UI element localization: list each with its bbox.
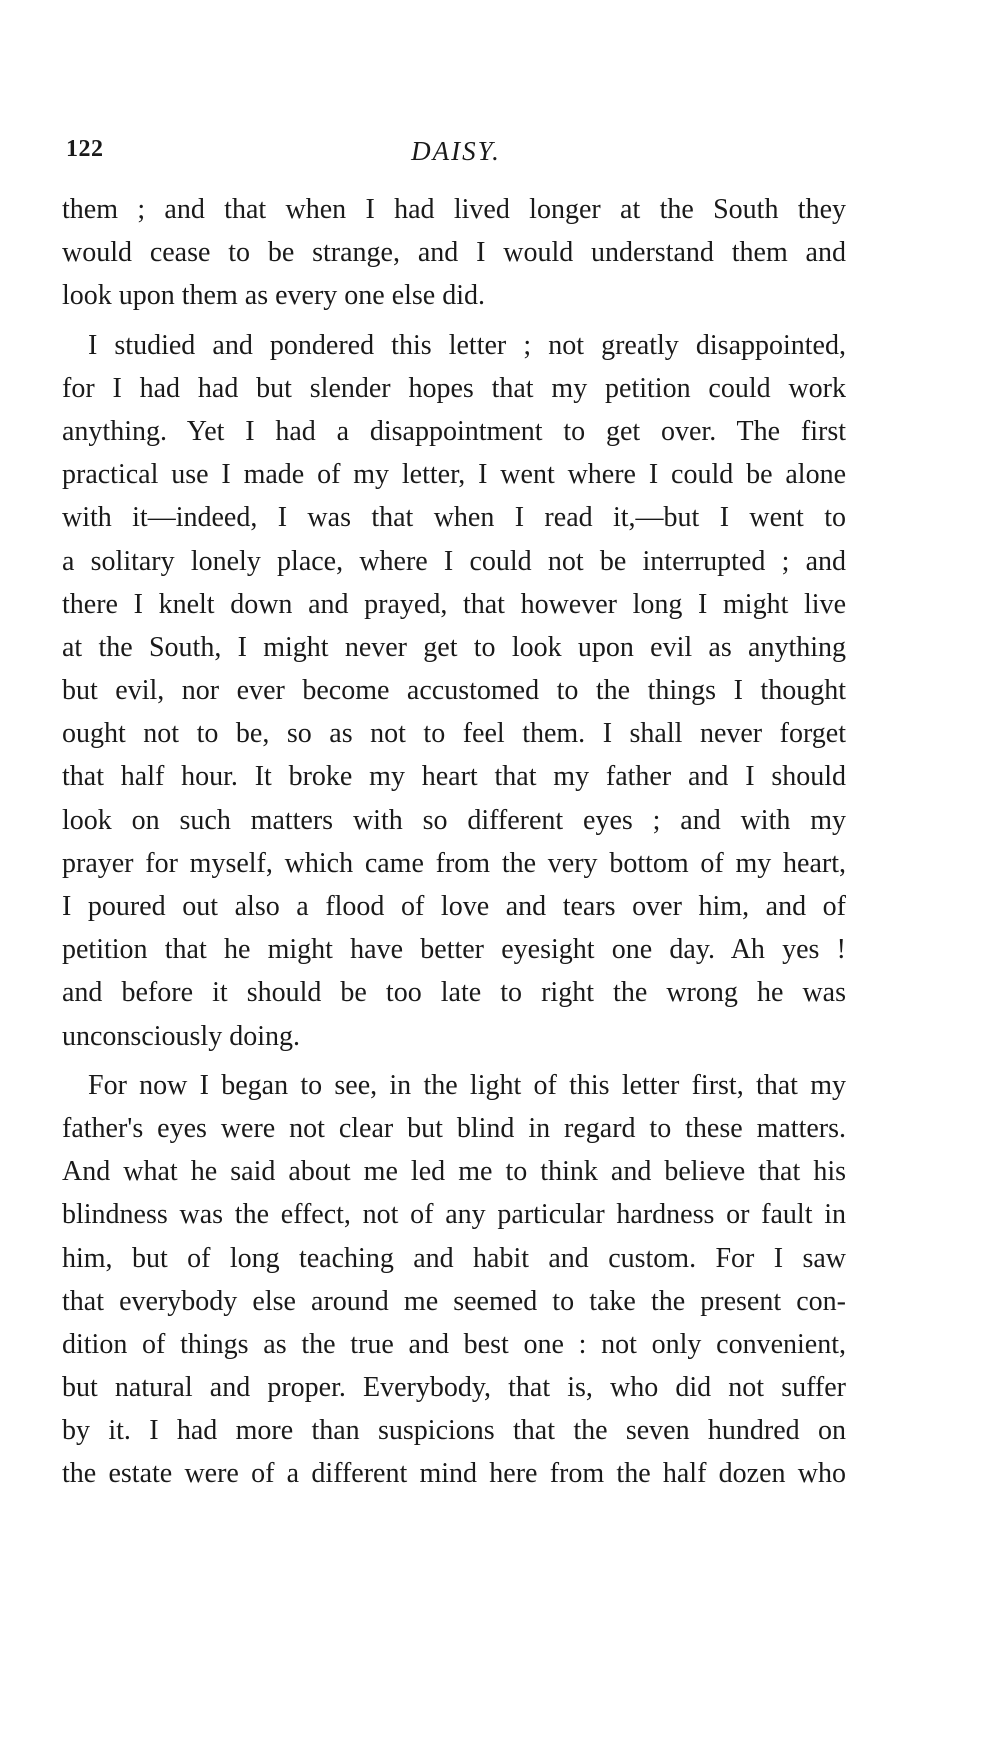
text-line: a solitary lonely place, where I could not be interrupted ; and <box>62 545 846 577</box>
text-line: unconsciously doing. <box>62 1020 300 1052</box>
text-line: him, but of long teaching and habit and custom. For I saw <box>62 1242 846 1274</box>
text-line: but natural and proper. Everybody, that is, who did not suffer <box>62 1372 846 1404</box>
text-line: the estate were of a different mind here from the half dozen who <box>62 1458 846 1490</box>
text-line: petition that he might have better eyesight one day. Ah yes ! <box>62 934 846 966</box>
text-line: but evil, nor ever become accustomed to the things I thought <box>62 675 846 707</box>
paragraph <box>62 188 846 318</box>
text-line: by it. I had more than suspicions that the seven hundred on <box>62 1415 846 1447</box>
text-line: would cease to be strange, and I would understand them and <box>62 237 846 269</box>
page-header <box>66 136 846 176</box>
text-line: that everybody else around me seemed to take the present con- <box>62 1285 846 1317</box>
text-line: look on such matters with so different eyes ; and with my <box>62 804 846 836</box>
text-line: dition of things as the true and best one : not only convenient, <box>62 1328 846 1360</box>
text-line: them ; and that when I had lived longer at the South they <box>62 194 846 225</box>
text-line: For now I began to see, in the light of this letter first, that my <box>88 1069 846 1101</box>
text-line: blindness was the effect, not of any particular hardness or fault in <box>62 1199 846 1231</box>
text-line: ought not to be, so as not to feel them. I shall never forget <box>62 718 846 750</box>
text-line: prayer for myself, which came from the very bottom of my heart, <box>62 847 846 879</box>
text-line: there I knelt down and prayed, that however long I might live <box>62 588 846 620</box>
text-line: I poured out also a flood of love and tears over him, and of <box>62 891 846 922</box>
text-line: practical use I made of my letter, I went where I could be alone <box>62 459 846 491</box>
text-line: look upon them as every one else did. <box>62 280 486 312</box>
text-line: anything. Yet I had a disappointment to get over. The first <box>62 415 846 447</box>
body-text <box>62 188 846 1496</box>
text-line: that half hour. It broke my heart that my father and I should <box>62 761 846 793</box>
paragraph <box>62 1064 846 1496</box>
page-number: 122 <box>66 136 104 162</box>
text-line: and before it should be too late to right the wrong he was <box>62 977 846 1009</box>
text-line: for I had had but slender hopes that my petition could work <box>62 372 846 404</box>
text-line: I studied and pondered this letter ; not greatly disappointed, <box>88 329 846 361</box>
text-line: at the South, I might never get to look upon evil as anything <box>62 631 846 663</box>
running-title: DAISY. <box>411 136 501 166</box>
text-line: And what he said about me led me to think and believe that his <box>62 1156 846 1188</box>
paragraph <box>62 324 846 1058</box>
text-line: with it—indeed, I was that when I read it,—but I went to <box>62 502 846 534</box>
text-line: father's eyes were not clear but blind in regard to these matters. <box>62 1112 846 1144</box>
